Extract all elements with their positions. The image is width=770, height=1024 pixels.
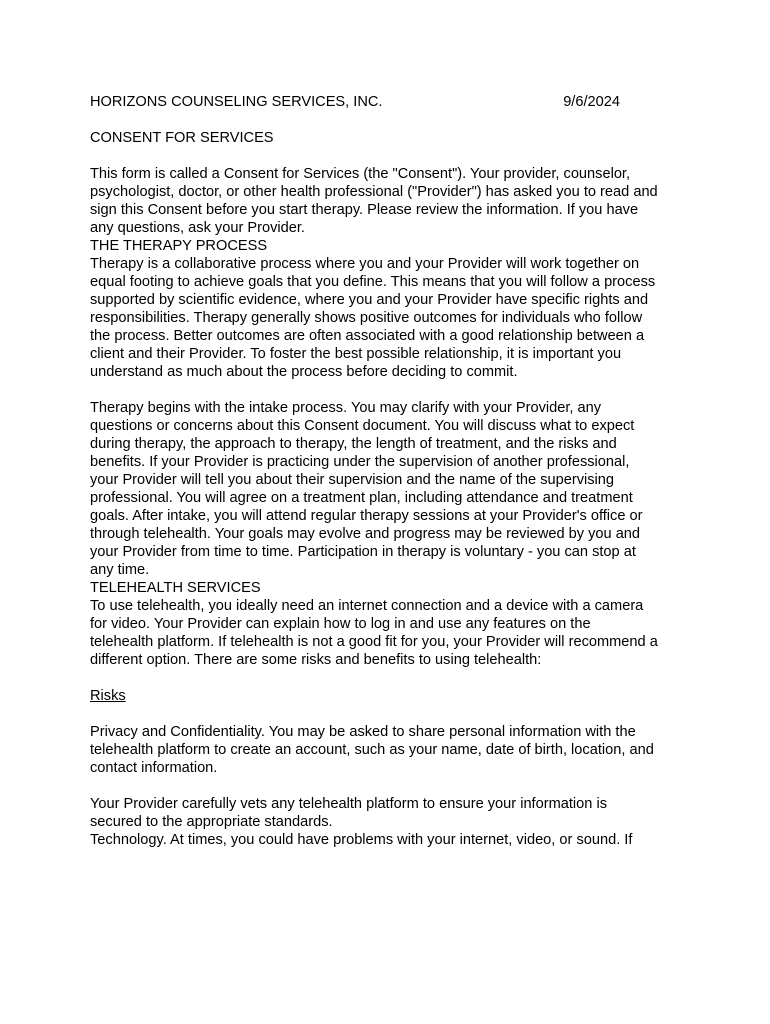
document-header xyxy=(90,93,620,111)
telehealth-heading: TELEHEALTH SERVICES xyxy=(90,580,261,596)
privacy-paragraph: Privacy and Confidentiality. You may be asked to share personal information with the telehealth platform to create an account, such as your name, date of birth, location, and contact information. xyxy=(90,724,654,776)
therapy-process-heading: THE THERAPY PROCESS xyxy=(90,238,268,254)
document-title: CONSENT FOR SERVICES xyxy=(90,130,274,146)
company-name: HORIZONS COUNSELING SERVICES, INC. xyxy=(90,94,383,110)
therapy-process-paragraph-2: Therapy begins with the intake process. You may clarify with your Provider, any questions or concerns about this Consent document. You will discuss what to expect during therapy, the approach to therapy, the length of treatment, and the risks and benefits. If your Provider is practicing under the supervision of another professional, your Provider will tell you about their supervision and the name of the supervising professional. You will agree on a treatment plan, including attendance and treatment goals. After intake, you will attend regular therapy sessions at your Provider's office or through telehealth. Your goals may evolve and progress may be reviewed by you and your Provider from time to time. Participation in therapy is voluntary - you can stop at any time. xyxy=(90,400,643,578)
telehealth-paragraph-1: To use telehealth, you ideally need an internet connection and a device with a camera for video. Your Provider can explain how to log in and use any features on the telehealth platform. If telehealth is not a good fit for you, your Provider will recommend a different option. There are some risks and benefits to using telehealth: xyxy=(90,598,658,668)
vetting-paragraph: Your Provider carefully vets any telehealth platform to ensure your information is secured to the appropriate standards. xyxy=(90,796,607,830)
risks-heading: Risks xyxy=(90,688,126,704)
document-date: 9/6/2024 xyxy=(563,94,620,110)
document-page xyxy=(90,93,690,849)
therapy-process-paragraph-1: Therapy is a collaborative process where you and your Provider will work together on equal footing to achieve goals that you define. This means that you will follow a process supported by scientific evidence, where you and your Provider have specific rights and responsibilities. Therapy generally shows positive outcomes for individuals who follow the process. Better outcomes are often associated with a good relationship between a client and their Provider. To foster the best possible relationship, it is important you understand as much about the process before deciding to commit. xyxy=(90,256,656,380)
intro-paragraph: This form is called a Consent for Services (the "Consent"). Your provider, counselor, psychologist, doctor, or other health professional ("Provider") has asked you to read and sign this Consent before you start therapy. Please review the information. If you have any questions, ask your Provider. xyxy=(90,166,658,236)
technology-paragraph: Technology. At times, you could have problems with your internet, video, or sound. If xyxy=(90,832,633,848)
